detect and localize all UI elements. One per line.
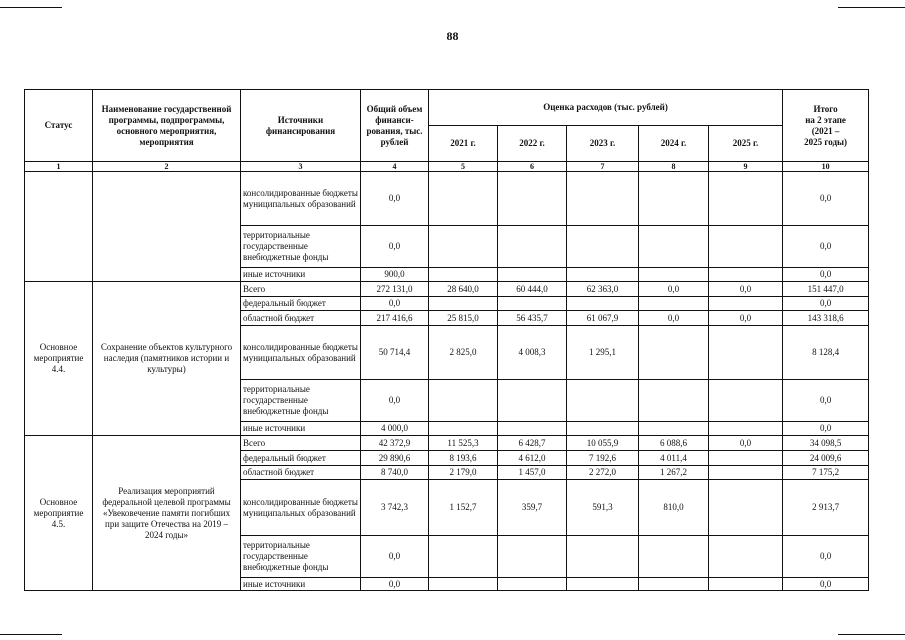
year-cell xyxy=(429,268,498,282)
table-row xyxy=(25,282,869,297)
year-cell: 591,3 xyxy=(567,480,639,536)
year-cell: 810,0 xyxy=(639,480,709,536)
year-cell xyxy=(709,536,783,578)
year-cell: 25 815,0 xyxy=(429,311,498,326)
year-cell: 62 363,0 xyxy=(567,282,639,297)
stage-total-cell: 0,0 xyxy=(783,226,869,268)
year-cell: 1 152,7 xyxy=(429,480,498,536)
source-cell: областной бюджет xyxy=(241,311,361,326)
scan-edge-mark xyxy=(0,634,62,635)
year-cell: 4 008,3 xyxy=(498,326,567,380)
stage-total-cell: 151 447,0 xyxy=(783,282,869,297)
year-cell xyxy=(709,380,783,422)
year-cell: 6 428,7 xyxy=(498,436,567,451)
column-number: 4 xyxy=(361,162,429,172)
stage-total-cell: 0,0 xyxy=(783,422,869,436)
header-sources: Источники финансирования xyxy=(241,90,361,162)
header-year: 2021 г. xyxy=(429,126,498,162)
year-cell xyxy=(429,536,498,578)
year-cell: 2 179,0 xyxy=(429,466,498,480)
year-cell xyxy=(639,422,709,436)
stage-total-cell: 8 128,4 xyxy=(783,326,869,380)
year-cell xyxy=(498,226,567,268)
year-cell: 1 295,1 xyxy=(567,326,639,380)
year-cell xyxy=(639,226,709,268)
source-cell: иные источники xyxy=(241,268,361,282)
year-cell xyxy=(498,536,567,578)
year-cell: 2 272,0 xyxy=(567,466,639,480)
year-cell: 0,0 xyxy=(639,282,709,297)
year-cell xyxy=(567,578,639,591)
source-cell: Всего xyxy=(241,436,361,451)
stage-total-cell: 0,0 xyxy=(783,297,869,311)
year-cell: 0,0 xyxy=(709,282,783,297)
column-number: 5 xyxy=(429,162,498,172)
header-year: 2024 г. xyxy=(639,126,709,162)
year-cell: 1 457,0 xyxy=(498,466,567,480)
scan-edge-mark xyxy=(0,7,62,8)
column-number: 8 xyxy=(639,162,709,172)
stage-total-cell: 0,0 xyxy=(783,380,869,422)
year-cell xyxy=(498,268,567,282)
column-number: 1 xyxy=(25,162,93,172)
name-cell xyxy=(93,172,241,282)
year-cell xyxy=(709,422,783,436)
source-cell: территориальные государственные внебюджетные фонды xyxy=(241,226,361,268)
header-stage-total: Итого на 2 этапе (2021 – 2025 годы) xyxy=(783,90,869,162)
year-cell: 11 525,3 xyxy=(429,436,498,451)
stage-total-cell: 7 175,2 xyxy=(783,466,869,480)
year-cell: 0,0 xyxy=(709,311,783,326)
year-cell: 7 192,6 xyxy=(567,451,639,466)
year-cell xyxy=(429,172,498,226)
header-total: Общий объем финанси-рования, тыс. рублей xyxy=(361,90,429,162)
total-cell: 0,0 xyxy=(361,380,429,422)
status-cell: Основное мероприятие 4.4. xyxy=(25,282,93,436)
year-cell xyxy=(567,380,639,422)
status-cell: Основное мероприятие 4.5. xyxy=(25,436,93,591)
year-cell xyxy=(567,297,639,311)
year-cell xyxy=(709,297,783,311)
total-cell: 4 000,0 xyxy=(361,422,429,436)
stage-total-cell: 2 913,7 xyxy=(783,480,869,536)
status-cell xyxy=(25,172,93,282)
total-cell: 0,0 xyxy=(361,578,429,591)
total-cell: 8 740,0 xyxy=(361,466,429,480)
column-number: 7 xyxy=(567,162,639,172)
scan-edge-mark xyxy=(838,634,905,635)
year-cell xyxy=(567,226,639,268)
total-cell: 42 372,9 xyxy=(361,436,429,451)
year-cell: 4 612,0 xyxy=(498,451,567,466)
year-cell xyxy=(709,480,783,536)
source-cell: иные источники xyxy=(241,422,361,436)
year-cell xyxy=(639,326,709,380)
total-cell: 900,0 xyxy=(361,268,429,282)
year-cell xyxy=(639,172,709,226)
source-cell: консолидированные бюджеты муниципальных образований xyxy=(241,326,361,380)
year-cell xyxy=(709,451,783,466)
source-cell: территориальные государственные внебюджетные фонды xyxy=(241,536,361,578)
year-cell xyxy=(639,268,709,282)
year-cell: 0,0 xyxy=(709,436,783,451)
source-cell: консолидированные бюджеты муниципальных образований xyxy=(241,172,361,226)
year-cell xyxy=(639,297,709,311)
year-cell xyxy=(498,297,567,311)
column-number: 9 xyxy=(709,162,783,172)
source-cell: иные источники xyxy=(241,578,361,591)
year-cell xyxy=(498,380,567,422)
year-cell xyxy=(429,297,498,311)
year-cell: 359,7 xyxy=(498,480,567,536)
year-cell xyxy=(639,578,709,591)
year-cell xyxy=(709,268,783,282)
total-cell: 0,0 xyxy=(361,172,429,226)
year-cell: 4 011,4 xyxy=(639,451,709,466)
year-cell xyxy=(498,578,567,591)
year-cell xyxy=(567,172,639,226)
source-cell: консолидированные бюджеты муниципальных образований xyxy=(241,480,361,536)
column-number: 2 xyxy=(93,162,241,172)
stage-total-cell: 34 098,5 xyxy=(783,436,869,451)
year-cell xyxy=(639,380,709,422)
scan-edge-mark xyxy=(838,7,905,8)
column-number: 10 xyxy=(783,162,869,172)
source-cell: территориальные государственные внебюджетные фонды xyxy=(241,380,361,422)
header-year: 2022 г. xyxy=(498,126,567,162)
year-cell: 56 435,7 xyxy=(498,311,567,326)
year-cell: 6 088,6 xyxy=(639,436,709,451)
budget-table xyxy=(24,89,869,591)
header-estimate: Оценка расходов (тыс. рублей) xyxy=(429,90,783,126)
year-cell xyxy=(567,536,639,578)
source-cell: федеральный бюджет xyxy=(241,297,361,311)
stage-total-cell: 0,0 xyxy=(783,578,869,591)
table-row xyxy=(25,436,869,451)
total-cell: 0,0 xyxy=(361,297,429,311)
name-cell: Сохранение объектов культурного наследия (памятников истории и культуры) xyxy=(93,282,241,436)
year-cell xyxy=(498,172,567,226)
stage-total-cell: 24 009,6 xyxy=(783,451,869,466)
year-cell xyxy=(709,466,783,480)
year-cell xyxy=(709,326,783,380)
year-cell: 2 825,0 xyxy=(429,326,498,380)
year-cell: 8 193,6 xyxy=(429,451,498,466)
stage-total-cell: 143 318,6 xyxy=(783,311,869,326)
year-cell: 0,0 xyxy=(639,311,709,326)
header-year: 2025 г. xyxy=(709,126,783,162)
year-cell xyxy=(709,578,783,591)
year-cell xyxy=(567,422,639,436)
total-cell: 217 416,6 xyxy=(361,311,429,326)
year-cell xyxy=(429,422,498,436)
stage-total-cell: 0,0 xyxy=(783,268,869,282)
header-status: Статус xyxy=(25,90,93,162)
year-cell xyxy=(567,268,639,282)
name-cell: Реализация мероприятий федеральной целевой программы «Увековечение памяти погибших при защите Отечества на 2019 – 2024 годы» xyxy=(93,436,241,591)
total-cell: 3 742,3 xyxy=(361,480,429,536)
year-cell xyxy=(429,578,498,591)
year-cell xyxy=(429,380,498,422)
total-cell: 0,0 xyxy=(361,226,429,268)
column-number: 6 xyxy=(498,162,567,172)
year-cell: 61 067,9 xyxy=(567,311,639,326)
header-name: Наименование государственной программы, подпрограммы, основного мероприятия, мероприятия xyxy=(93,90,241,162)
year-cell xyxy=(429,226,498,268)
year-cell: 60 444,0 xyxy=(498,282,567,297)
column-number: 3 xyxy=(241,162,361,172)
source-cell: Всего xyxy=(241,282,361,297)
total-cell: 272 131,0 xyxy=(361,282,429,297)
year-cell xyxy=(709,172,783,226)
source-cell: областной бюджет xyxy=(241,466,361,480)
page-number: 88 xyxy=(446,29,459,43)
total-cell: 0,0 xyxy=(361,536,429,578)
table-row xyxy=(25,172,869,226)
header-year: 2023 г. xyxy=(567,126,639,162)
year-cell: 1 267,2 xyxy=(639,466,709,480)
year-cell: 10 055,9 xyxy=(567,436,639,451)
source-cell: федеральный бюджет xyxy=(241,451,361,466)
total-cell: 50 714,4 xyxy=(361,326,429,380)
stage-total-cell: 0,0 xyxy=(783,536,869,578)
year-cell xyxy=(639,536,709,578)
year-cell: 28 640,0 xyxy=(429,282,498,297)
year-cell xyxy=(498,422,567,436)
year-cell xyxy=(709,226,783,268)
stage-total-cell: 0,0 xyxy=(783,172,869,226)
total-cell: 29 890,6 xyxy=(361,451,429,466)
